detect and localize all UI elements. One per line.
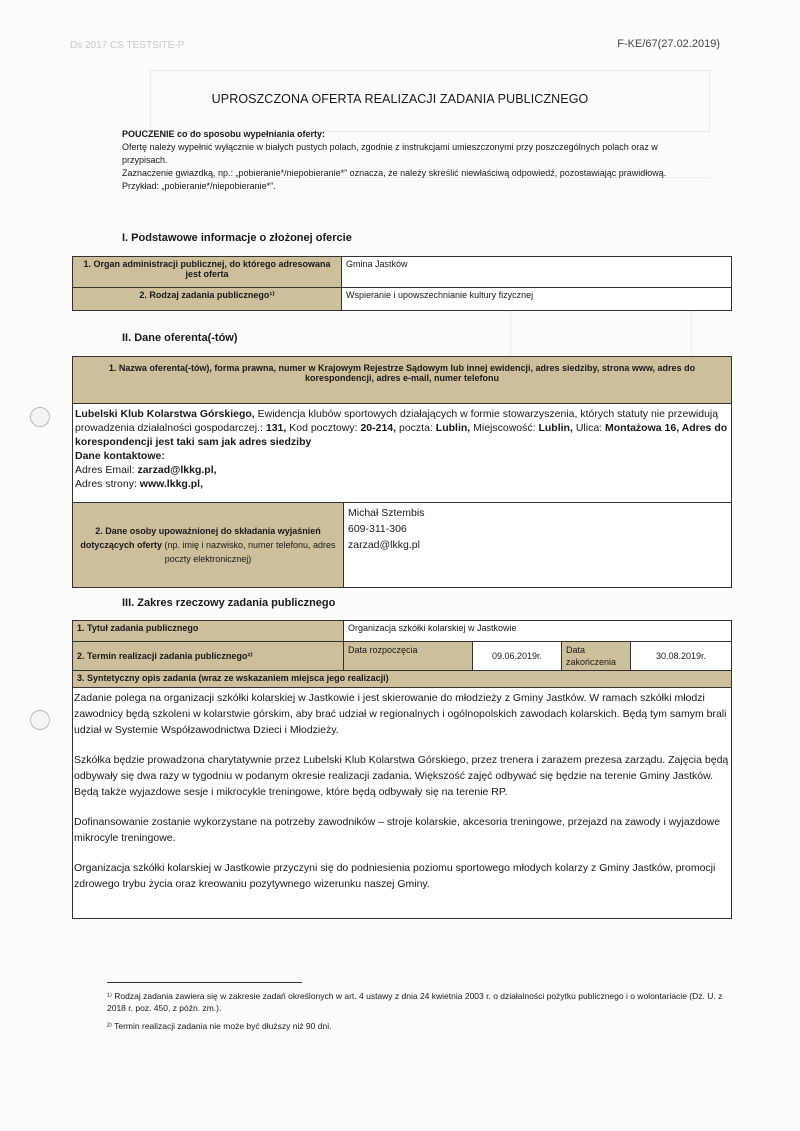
description-paragraph: Zadanie polega na organizacji szkółki kolarskiej w Jastkowie i jest skierowanie do młodzieży z Gminy Jastków. W ramach szkółki młodzi zawodnicy będą szkoleni w kolarstwie górskim, aby brać udział w regionalnych i ogólnopolskich zawodach kolarskich. Będą tym samym brali udział w Systemie Współzawodnictwa Dzieci i Młodzieży. — [74, 692, 727, 736]
offerer-details[interactable] — [73, 404, 732, 503]
section1-table — [72, 256, 732, 311]
contact-phone: 609-311-306 — [348, 523, 407, 535]
www: www.lkkg.pl, — [139, 478, 203, 490]
document-title: UPROSZCZONA OFERTA REALIZACJI ZADANIA PUBLICZNEGO — [211, 92, 589, 106]
task-title-label: 1. Tytuł zadania publicznego — [73, 621, 344, 642]
contact-person-label — [73, 503, 344, 588]
term-label: 2. Termin realizacji zadania publicznego²⁾ — [73, 642, 344, 671]
task-type-value[interactable]: Wspieranie i upowszechnianie kultury fizycznej — [342, 288, 732, 311]
org-name: Lubelski Klub Kolarstwa Górskiego, — [75, 408, 255, 420]
punch-hole-top — [30, 407, 50, 427]
task-title-value[interactable]: Organizacja szkółki kolarskiej w Jastkowie — [344, 621, 732, 642]
start-date[interactable]: 09.06.2019r. — [473, 642, 562, 671]
table-row — [73, 688, 732, 919]
table-row — [73, 503, 732, 588]
town-label: Miejscowość: — [473, 422, 536, 434]
email: zarzad@lkkg.pl, — [137, 464, 217, 476]
end-label: Data zakończenia — [562, 642, 631, 671]
start-label: Data rozpoczęcia — [344, 642, 473, 671]
description-label: 3. Syntetyczny opis zadania (wraz ze wskazaniem miejsca jego realizacji) — [73, 671, 732, 688]
description-value[interactable] — [73, 688, 732, 919]
instructions-line2: Zaznaczenie gwiazdką, np.: „pobieranie*/niepobieranie*” oznacza, że należy skreślić niewłaściwą odpowiedź, pozostawiając prawidłową. Przykład: „pobieranie*/niepobieranie*”. — [122, 168, 667, 191]
registry-no: 131, — [265, 422, 287, 434]
instructions-line1: Ofertę należy wypełnić wyłącznie w białych pustych polach, zgodnie z instrukcjami umieszczonymi przy poszczególnych polach oraz w przypisach. — [122, 142, 658, 165]
punch-hole-bottom — [30, 710, 50, 730]
post-label: poczta: — [399, 422, 433, 434]
contact-heading: Dane kontaktowe: — [75, 450, 165, 462]
contact-person-value[interactable] — [344, 503, 732, 588]
footnote-1: ¹⁾ Rodzaj zadania zawiera się w zakresie zadań określonych w art. 4 ustawy z dnia 24 kwietnia 2003 r. o działalności pożytku publicznego i o wolontariacie (Dz. U. z 2018 r. poz. 450, z późn. zm.). — [107, 991, 723, 1013]
task-type-label: 2. Rodzaj zadania publicznego¹⁾ — [73, 288, 342, 311]
registry: Ewidencja klubów sportowych działających w formie stowarzyszenia, których statuty nie przewidują prowadzenia działalności gospodarczej.: — [75, 408, 719, 434]
contact-person-label-text: 2. Dane osoby upoważnionej do składania wyjaśnień dotyczących oferty — [80, 526, 321, 550]
table-row — [73, 642, 732, 671]
section3-title: III. Zakres rzeczowy zadania publicznego — [122, 597, 336, 609]
form-code: F-KE/67(27.02.2019) — [617, 38, 720, 50]
post-city: Lublin, — [435, 422, 471, 434]
section1-title: I. Podstawowe informacje o złożonej ofercie — [122, 232, 352, 244]
footnote-2: ²⁾ Termin realizacji zadania nie może być dłuższy niż 90 dni. — [107, 1021, 332, 1031]
description-paragraph: Organizacja szkółki kolarskiej w Jastkowie przyczyni się do podniesienia poziomu sportowego młodych kolarzy z Gminy Jastków, promocji zdrowego trybu życia oraz kreowaniu pozytywnego wizerunku naszej Gminy. — [74, 862, 716, 890]
ghost-code: Ds 2017 CS TESTSITE-P — [70, 40, 185, 51]
email-label: Adres Email: — [75, 464, 135, 476]
street-label: Ulica: — [575, 422, 603, 434]
organ-label: 1. Organ administracji publicznej, do którego adresowana jest oferta — [73, 257, 342, 288]
organ-value[interactable]: Gmina Jastków — [342, 257, 732, 288]
table-row — [73, 357, 732, 404]
town: Lublin, — [538, 422, 573, 434]
description-paragraph: Dofinansowanie zostanie wykorzystane na potrzeby zawodników – stroje kolarskie, akcesoria treningowe, przejazd na zawody i wyjazdowe mikrocyle treningowe. — [74, 816, 721, 844]
table-row — [73, 404, 732, 503]
postal-code: 20-214, — [360, 422, 397, 434]
table-row — [73, 288, 732, 311]
description-paragraph: Szkółka będzie prowadzona charytatywnie przez Lubelski Klub Kolarstwa Górskiego, przez trenera i zarazem prezesa zarządu. Zajęcia będą odbywały się dwa razy w tygodniu w podanym okresie realizacji zadania. Większość zajęć odbywać się będzie na terenie Gminy Jastków. Będą także wyjazdowe sesje i mikrocykle treningowe, które będą odbywały się na terenie RP. — [74, 754, 729, 798]
contact-email: zarzad@lkkg.pl — [348, 539, 420, 551]
table-row — [73, 257, 732, 288]
instructions — [122, 128, 697, 193]
section2-table — [72, 356, 732, 588]
postal-label: Kod pocztowy: — [289, 422, 358, 434]
end-date[interactable]: 30.08.2019r. — [631, 642, 732, 671]
street: Montażowa 16, Adres do korespondencji jest taki sam jak adres siedziby — [75, 422, 728, 448]
footnote-divider — [107, 982, 302, 983]
contact-name: Michał Sztembis — [348, 507, 425, 519]
table-row — [73, 671, 732, 688]
offerer-field-label: 1. Nazwa oferenta(-tów), forma prawna, numer w Krajowym Rejestrze Sądowym lub innej ewidencji, adres siedziby, strona www, adres do korespondencji, adres e-mail, numer telefonu — [73, 357, 732, 404]
contact-person-hint: (np. imię i nazwisko, numer telefonu, adres poczty elektronicznej) — [164, 540, 336, 564]
section2-title: II. Dane oferenta(-tów) — [122, 332, 238, 344]
section3-table — [72, 620, 732, 919]
instructions-heading: POUCZENIE co do sposobu wypełniania oferty: — [122, 129, 326, 139]
table-row — [73, 621, 732, 642]
www-label: Adres strony: — [75, 478, 137, 490]
